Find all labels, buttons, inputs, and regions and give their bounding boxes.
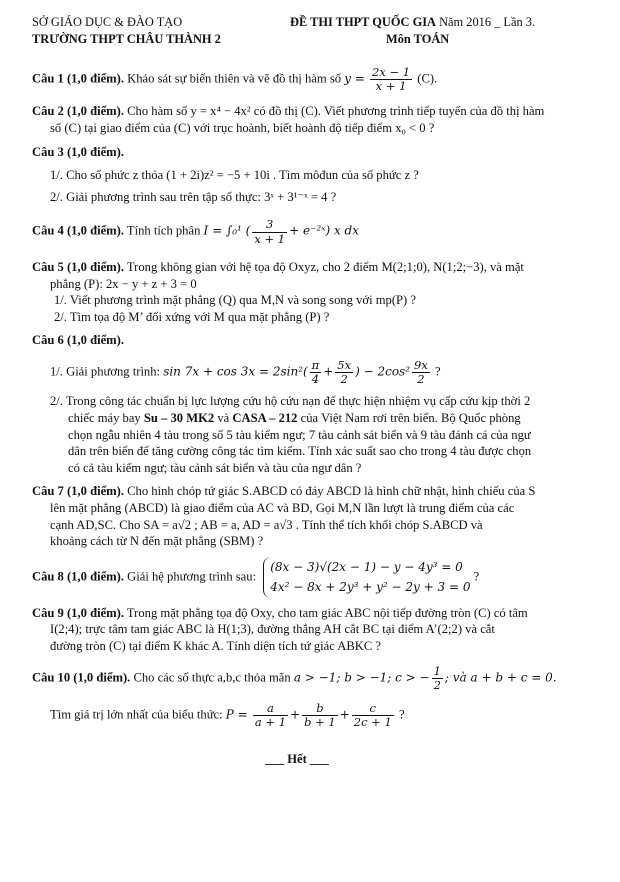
question-text: Cho các số thực a,b,c thỏa mãn xyxy=(133,670,291,685)
text-span: của Việt Nam rơi trên biển. Bộ Quốc phòng xyxy=(297,411,521,426)
denominator: x + 1 xyxy=(375,79,407,94)
question-line: Cho hàm số y = x⁴ − 4x² có đồ thị (C). Viết phương trình tiếp tuyến của đồ thị hàm xyxy=(127,104,545,119)
question-line: số (C) tại giao điểm của (C) với trục hoành, biết hoành độ tiếp điểm x₀ < 0 ? xyxy=(50,121,435,136)
question-head: Câu 2 (1,0 điểm). xyxy=(32,104,124,119)
question-5 xyxy=(32,259,592,325)
integral-pre: I = ∫₀¹ ( xyxy=(203,224,251,239)
numerator: 9x xyxy=(414,357,428,372)
question-head: Câu 8 (1,0 điểm). xyxy=(32,569,124,584)
part-line: chọn ngẫu nhiên 4 tàu trong số 5 tàu kiểm ngư; 7 tàu cảnh sát biển và 9 tàu đánh cá của ngư xyxy=(68,427,531,442)
denominator: b + 1 xyxy=(304,715,336,730)
formula-part: + xyxy=(323,364,334,379)
fraction xyxy=(370,66,412,93)
question-head: Câu 10 (1,0 điểm). xyxy=(32,670,131,685)
numerator: π xyxy=(311,357,320,372)
exam-title xyxy=(290,14,610,31)
text-span: chiếc máy bay xyxy=(68,411,144,426)
question-9 xyxy=(32,605,592,655)
question-part-1: 1/. Cho số phức z thỏa (1 + 2i)z² = −5 + 10i . Tìm môđun của số phức z ? xyxy=(50,168,419,183)
part-line: dân trên biển để tăng cường công tác tìm kiếm. Tính xác suất sao cho trong 4 tàu được chọn xyxy=(68,444,532,459)
fraction xyxy=(252,218,287,245)
fraction xyxy=(432,665,443,692)
question-line: khoảng cách từ N đến mặt phẳng (SBM) ? xyxy=(50,534,264,549)
end-marker: ___ Hết ___ xyxy=(265,752,329,767)
question-7 xyxy=(32,483,592,549)
question-head: Câu 7 (1,0 điểm). xyxy=(32,484,124,499)
exam-title-bold: ĐỀ THI THPT QUỐC GIA xyxy=(290,15,436,29)
question-text: Giải hệ phương trình sau: xyxy=(127,569,257,584)
fraction xyxy=(352,702,394,729)
question-head: Câu 9 (1,0 điểm). xyxy=(32,605,124,620)
question-1 xyxy=(32,66,592,93)
part-text: 1/. Giải phương trình: xyxy=(50,364,161,379)
question-2 xyxy=(32,103,592,136)
question-head: Câu 1 (1,0 điểm). xyxy=(32,71,124,86)
question-part-2 xyxy=(32,393,592,476)
denominator: 2 xyxy=(340,372,348,387)
question-8 xyxy=(32,557,592,598)
numerator: b xyxy=(302,702,338,716)
question-expression: Tìm giá trị lớn nhất của biểu thức: P = $\frac{a}{a + 1}$ + $\frac{b}{b + 1}$ + $\frac{c}{2c + 1}$ ? xyxy=(50,700,405,730)
question-line: cạnh AD,SC. Cho SA = a√2 ; AB = a, AD = a√3 . Tính thể tích khối chóp S.ABCD và xyxy=(50,517,483,532)
question-line: I(2;4); trực tâm tam giác ABC là H(1;3), đường thẳng AH cắt BC tại điểm A’(2;2) và cắt xyxy=(50,622,495,637)
aircraft-name: Su – 30 MK2 xyxy=(143,411,215,426)
document-header xyxy=(0,14,620,50)
formula-part: ) − 2cos² xyxy=(355,364,411,379)
numerator: c xyxy=(352,702,394,716)
fraction xyxy=(302,702,338,729)
question-text: Tìm giá trị lớn nhất của biểu thức: xyxy=(50,707,223,722)
denominator: x + 1 xyxy=(254,231,286,246)
formula-part: sin 7x + cos 3x = 2sin²( xyxy=(163,364,308,379)
condition: ; và a + b + c = 0. xyxy=(444,670,557,685)
text-span: và xyxy=(214,411,233,426)
numerator: 2x − 1 xyxy=(372,65,411,79)
numerator: a xyxy=(253,702,288,716)
question-10 xyxy=(32,665,592,730)
question-head: Câu 5 (1,0 điểm). xyxy=(32,259,124,274)
question-line: Trong mặt phẳng tọa độ Oxy, cho tam giác ABC nội tiếp đường tròn (C) có tâm xyxy=(126,605,528,620)
question-line: đường tròn (C) tại điểm K khác A. Tính diện tích tứ giác ABKC ? xyxy=(50,638,382,653)
equation-system xyxy=(263,557,470,598)
question-4 xyxy=(32,218,592,245)
denominator: 2 xyxy=(433,677,441,692)
expression-lhs: P = xyxy=(225,707,248,722)
question-6 xyxy=(32,332,592,476)
equation-2: 4x² − 8x + 2y³ + y² − 2y + 3 = 0 xyxy=(270,580,471,595)
denominator: 4 xyxy=(311,372,320,387)
function-lhs: y = xyxy=(344,71,365,86)
question-part-1: 1/. Viết phương trình mặt phẳng (Q) qua M,N và song song với mp(P) ? xyxy=(54,293,416,308)
fraction xyxy=(412,359,430,386)
question-line: Cho hình chóp tứ giác S.ABCD có đáy ABCD là hình chữ nhật, hình chiếu của S xyxy=(127,484,536,499)
header-left xyxy=(32,14,282,48)
header-right xyxy=(290,14,610,48)
equation-1: (8x − 3)√(2x − 1) − y − 4y³ = 0 xyxy=(270,559,463,574)
fraction xyxy=(253,702,288,729)
question-part-2: 2/. Tìm tọa độ M’ đối xứng với M qua mặt phẳng (P) ? xyxy=(54,309,330,324)
subject-name: Môn TOÁN xyxy=(386,32,450,46)
integral-post: + e⁻²ˣ) x dx xyxy=(289,224,359,239)
question-text: Khảo sát sự biến thiên và vẽ đồ thị hàm số xyxy=(127,71,342,86)
question-part-2: 2/. Giải phương trình sau trên tập số thực: 3ˣ + 3¹⁻ˣ = 4 ? xyxy=(50,189,337,204)
condition: a > −1; b > −1; c > − xyxy=(293,670,430,685)
question-line: lên mặt phẳng (ABCD) là giao điểm của AC và BD, Gọi M,N lần lượt là trung điểm của các xyxy=(50,501,515,516)
numerator: 5x xyxy=(337,357,352,372)
part-line: 2/. Trong công tác chuẩn bị lực lượng cứu hộ cứu nạn để thực hiện nhiệm vụ cấp cứu kịp thời 2 xyxy=(50,394,531,409)
fraction xyxy=(310,359,322,386)
denominator: 2c + 1 xyxy=(353,715,392,730)
numerator: 1 xyxy=(433,663,441,678)
questions xyxy=(32,66,592,768)
exam-year: Năm 2016 _ Lần 3. xyxy=(435,15,536,29)
department-name: SỞ GIÁO DỤC & ĐÀO TẠO xyxy=(32,15,183,29)
school-name: TRƯỜNG THPT CHÂU THÀNH 2 xyxy=(32,32,221,46)
part-line xyxy=(50,410,592,427)
question-3 xyxy=(32,144,592,206)
denominator: a + 1 xyxy=(254,715,287,730)
question-tail: ? xyxy=(473,569,480,584)
fraction xyxy=(335,359,353,386)
aircraft-name: CASA – 212 xyxy=(232,411,298,426)
question-part-1 xyxy=(32,359,592,386)
question-head: Câu 6 (1,0 điểm). xyxy=(32,333,124,348)
question-line: phẳng (P): 2x − y + z + 3 = 0 xyxy=(50,276,197,291)
question-tail: (C). xyxy=(417,71,438,86)
denominator: 2 xyxy=(417,372,425,387)
question-text: Tính tích phân xyxy=(126,224,201,239)
part-tail: ? xyxy=(435,364,441,379)
question-line: Trong không gian với hệ tọa độ Oxyz, cho 2 điểm M(2;1;0), N(1;2;−3), và mặt xyxy=(126,259,524,274)
question-head: Câu 3 (1,0 điểm). xyxy=(32,144,124,159)
question-head: Câu 4 (1,0 điểm). xyxy=(32,224,124,239)
part-line: có cả tàu kiểm ngư; tàu cảnh sát biển và tàu của ngư dân ? xyxy=(68,460,362,475)
numerator: 3 xyxy=(252,218,287,232)
question-tail: ? xyxy=(398,707,405,722)
